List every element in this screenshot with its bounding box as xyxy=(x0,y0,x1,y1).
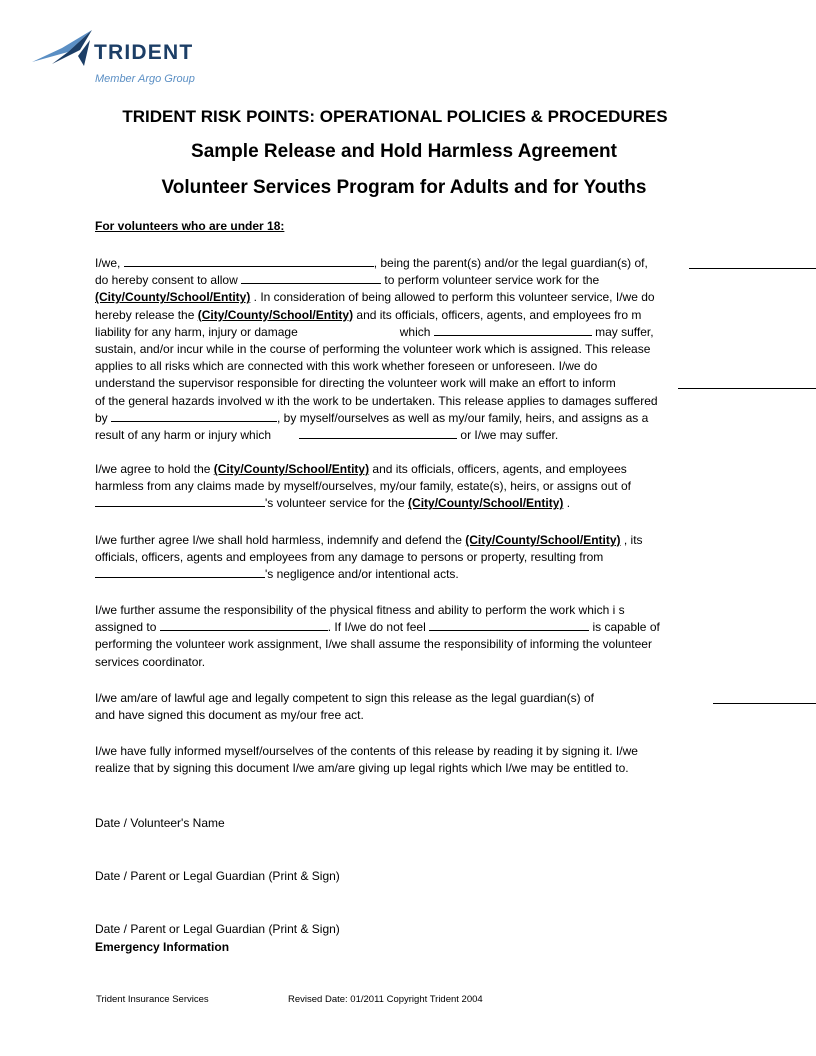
blank-line xyxy=(124,255,374,267)
document-subtitle: Volunteer Services Program for Adults and for Youths xyxy=(161,177,647,198)
text-line: by , by myself/ourselves as well as my/our family, heirs, and assigns as a xyxy=(95,410,649,425)
signature-volunteer: Date / Volunteer's Name xyxy=(95,816,225,830)
text-line: services coordinator. xyxy=(95,654,206,669)
logo-wordmark: TRIDENT xyxy=(94,41,194,64)
blank-line xyxy=(160,619,328,631)
entity-placeholder: (City/County/School/Entity) xyxy=(197,307,354,322)
text-line: applies to all risks which are connected with this work whether foreseen or unforeseen. I/we do xyxy=(95,359,598,374)
text-line: and have signed this document as my/our free act. xyxy=(95,708,364,723)
document-heading: TRIDENT RISK POINTS: OPERATIONAL POLICIES & PROCEDURES xyxy=(122,107,668,126)
entity-placeholder: (City/County/School/Entity) xyxy=(213,462,370,476)
text-line: I/we, , being the parent(s) and/or the legal guardian(s) of, xyxy=(95,256,648,270)
text-line: harmless from any claims made by myself/ourselves, my/our family, estate(s), heirs, or assigns out of xyxy=(95,479,631,494)
section-heading: For volunteers who are under 18: xyxy=(95,219,285,233)
paragraph-release xyxy=(95,255,658,444)
emergency-information-heading: Emergency Information xyxy=(95,940,230,954)
blank-line xyxy=(241,272,381,284)
document-title: Sample Release and Hold Harmless Agreement xyxy=(191,141,617,162)
text-line: officials, officers, agents and employees from any damage to persons or property, resulting from xyxy=(95,550,604,565)
paragraph-indemnify xyxy=(95,532,643,584)
text-line: I/we am/are of lawful age and legally competent to sign this release as the legal guardian(s) of xyxy=(95,691,594,705)
trident-logo xyxy=(32,28,232,92)
blank-line xyxy=(111,410,277,422)
trident-swoosh-icon xyxy=(32,30,94,70)
blank-line xyxy=(689,268,816,269)
text-line: I/we have fully informed myself/ourselves of the contents of this release by reading it by signing it. I/we xyxy=(95,744,638,758)
entity-placeholder: (City/County/School/Entity) xyxy=(408,496,564,511)
blank-line xyxy=(95,495,265,507)
entity-placeholder: (City/County/School/Entity) xyxy=(465,533,621,547)
text-line: realize that by signing this document I/we am/are giving up legal rights which I/we may be entitled to. xyxy=(95,761,629,776)
paragraph-lawful-age xyxy=(95,690,594,724)
text-line: I/we further assume the responsibility of the physical fitness and ability to perform the work which i s xyxy=(95,603,625,617)
logo-subtitle: Member Argo Group xyxy=(95,73,195,85)
signature-guardian-1: Date / Parent or Legal Guardian (Print & Sign) xyxy=(95,869,340,883)
text-line: (City/County/School/Entity) . In consideration of being allowed to perform this volunteer service, I/we do xyxy=(95,290,655,305)
blank-line xyxy=(95,566,265,578)
blank-line xyxy=(299,427,457,439)
text-line: of the general hazards involved w ith the work to be undertaken. This release applies to damages suffered xyxy=(95,393,658,408)
blank-line xyxy=(678,388,816,389)
text-line: liability for any harm, injury or damage which may suffer, xyxy=(95,324,654,339)
text-line: hereby release the (City/County/School/Entity) and its officials, officers, agents, and employees fro m xyxy=(95,307,642,322)
blank-line xyxy=(434,324,592,336)
text-line: understand the supervisor responsible for directing the volunteer work will make an effort to inform xyxy=(95,376,616,391)
paragraph-hold-harmless xyxy=(95,461,631,513)
text-line: I/we agree to hold the (City/County/School/Entity) and its officials, officers, agents, and employees xyxy=(95,462,627,476)
paragraph-informed xyxy=(95,743,638,777)
text-line: assigned to . If I/we do not feel is capable of xyxy=(95,620,660,635)
text-line: result of any harm or injury which or I/we may suffer. xyxy=(95,428,559,443)
footer-company: Trident Insurance Services xyxy=(96,994,209,1005)
paragraph-fitness xyxy=(95,602,660,671)
text-line: 's negligence and/or intentional acts. xyxy=(95,566,643,583)
blank-line xyxy=(429,619,589,631)
text-line: do hereby consent to allow to perform volunteer service work for the xyxy=(95,273,600,288)
text-line: 's volunteer service for the (City/County/School/Entity) . xyxy=(95,495,631,512)
blank-line xyxy=(713,703,816,704)
entity-placeholder: (City/County/School/Entity) xyxy=(95,290,251,305)
text-line: performing the volunteer work assignment, I/we shall assume the responsibility of informing the volunteer xyxy=(95,637,652,652)
text-line: sustain, and/or incur while in the course of performing the volunteer work which is assigned. This release xyxy=(95,342,651,357)
text-line: I/we further agree I/we shall hold harmless, indemnify and defend the (City/County/School/Entity) , its xyxy=(95,533,643,547)
signature-guardian-2: Date / Parent or Legal Guardian (Print & Sign) xyxy=(95,922,340,936)
footer-revised: Revised Date: 01/2011 Copyright Trident 2004 xyxy=(288,994,483,1005)
